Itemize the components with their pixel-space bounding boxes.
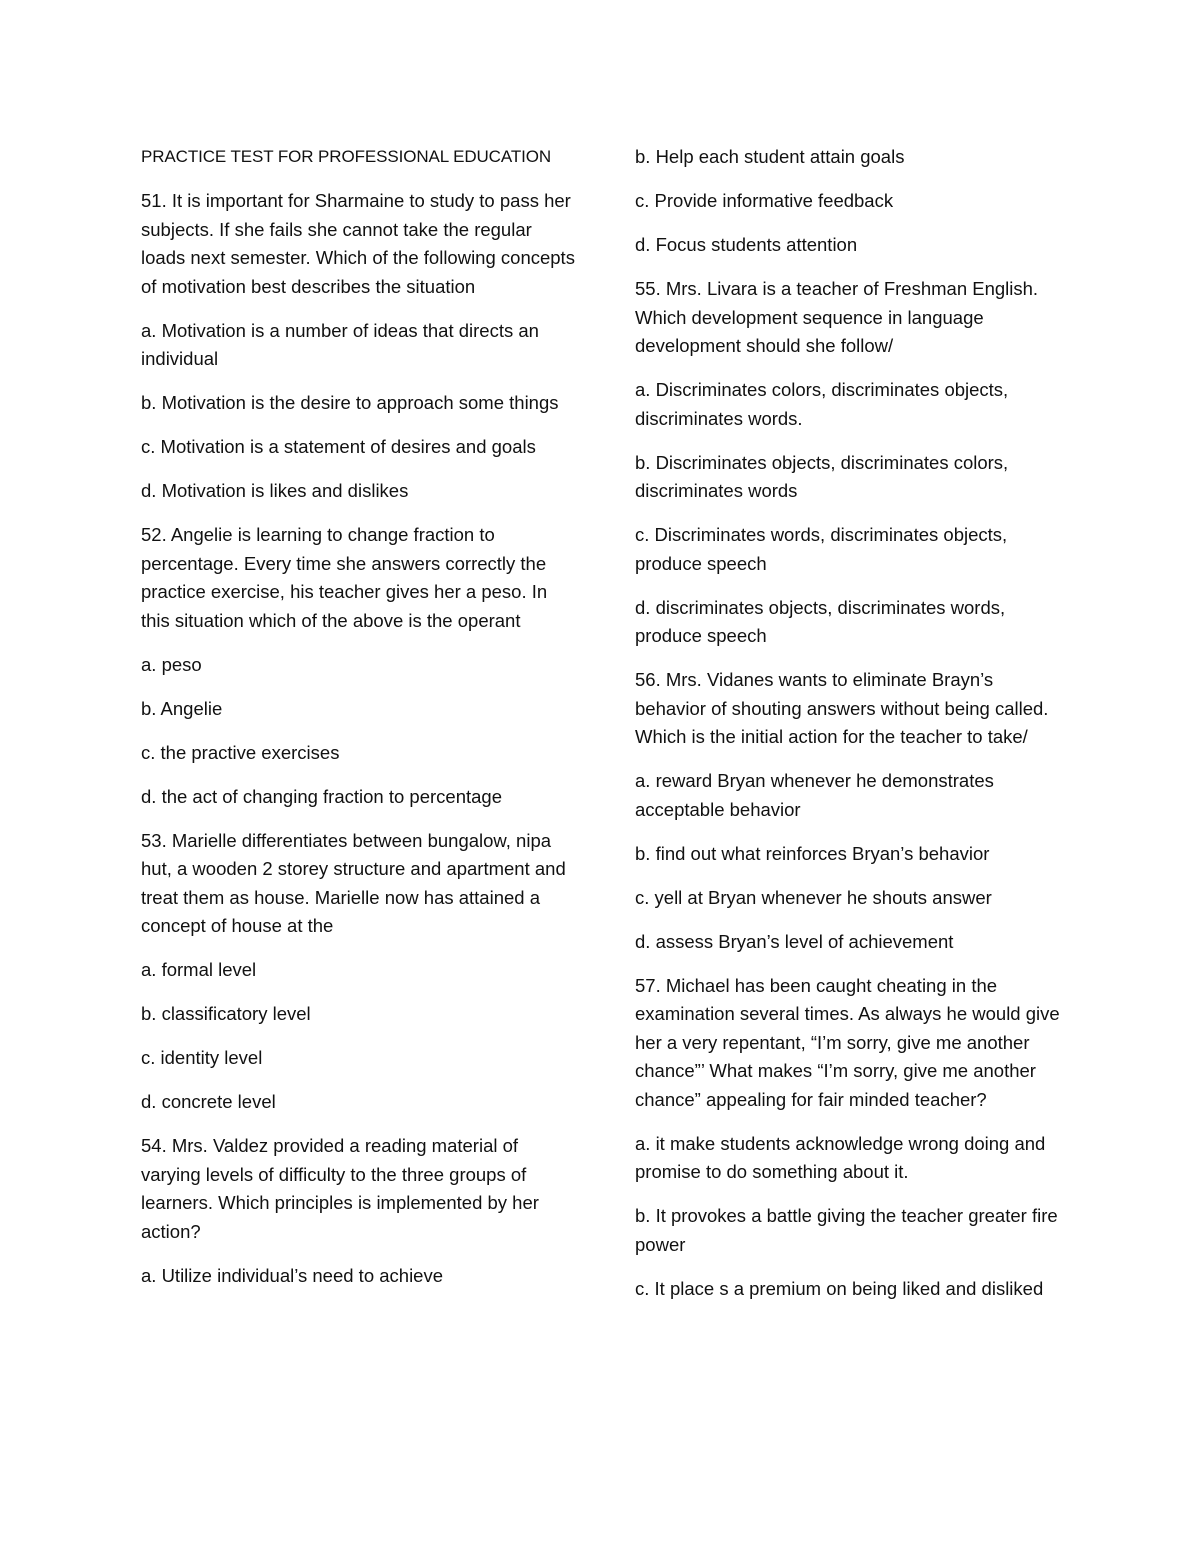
- question-55: 55. Mrs. Livara is a teacher of Freshman English. Which development sequence in language development should she follow/: [635, 278, 1039, 356]
- answer-option: a. Utilize individual’s need to achieve: [141, 1264, 444, 1286]
- answer-option: b. Angelie: [141, 697, 223, 719]
- answer-option: b. find out what reinforces Bryan’s behavior: [635, 842, 990, 864]
- question-56: 56. Mrs. Vidanes wants to eliminate Brayn’s behavior of shouting answers without being called. Which is the initial action for the teacher to take/: [635, 669, 1049, 747]
- answer-option: b. classificatory level: [141, 1003, 311, 1024]
- right-column: [635, 143, 1067, 1319]
- answer-option: c. the practive exercises: [141, 741, 340, 763]
- answer-option: a. peso: [141, 653, 202, 675]
- answer-option: b. Discriminates objects, discriminates colors, discriminates words: [635, 451, 1009, 501]
- question-52: 52. Angelie is learning to change fraction to percentage. Every time she answers correctly the practice exercise, his teacher gives her a peso. In this situation which of the above is the operant: [141, 524, 548, 631]
- answer-option: a. it make students acknowledge wrong doing and promise to do something about it.: [635, 1132, 1046, 1182]
- left-column: [141, 143, 576, 1306]
- answer-option: d. assess Bryan’s level of achievement: [635, 930, 954, 952]
- answer-option: d. the act of changing fraction to percentage: [141, 785, 502, 807]
- answer-option: d. Motivation is likes and dislikes: [141, 480, 409, 501]
- answer-option: c. Motivation is a statement of desires and goals: [141, 436, 536, 457]
- answer-option: a. Discriminates colors, discriminates objects, discriminates words.: [635, 379, 1009, 429]
- answer-option: a. formal level: [141, 959, 257, 980]
- answer-option: c. Provide informative feedback: [635, 190, 894, 211]
- question-57: 57. Michael has been caught cheating in the examination several times. As always he would give her a very repentant, “I’m sorry, give me another chance”’ What makes “I’m sorry, give me another chance” appealing for fair minded teacher?: [635, 974, 1060, 1110]
- answer-option: c. yell at Bryan whenever he shouts answer: [635, 886, 992, 908]
- answer-option: d. discriminates objects, discriminates words, produce speech: [635, 596, 1006, 646]
- answer-option: c. identity level: [141, 1047, 263, 1068]
- answer-option: b. It provokes a battle giving the teacher greater fire power: [635, 1205, 1058, 1255]
- question-53: 53. Marielle differentiates between bungalow, nipa hut, a wooden 2 storey structure and apartment and treat them as house. Marielle now has attained a concept of house at the: [141, 829, 566, 936]
- answer-option: d. concrete level: [141, 1091, 276, 1112]
- answer-option: a. reward Bryan whenever he demonstrates acceptable behavior: [635, 770, 994, 820]
- answer-option: d. Focus students attention: [635, 234, 858, 255]
- answer-option: a. Motivation is a number of ideas that directs an individual: [141, 319, 539, 369]
- answer-option: b. Help each student attain goals: [635, 146, 905, 167]
- question-54: 54. Mrs. Valdez provided a reading material of varying levels of difficulty to the three groups of learners. Which principles is implemented by her action?: [141, 1135, 539, 1242]
- answer-option: c. Discriminates words, discriminates objects, produce speech: [635, 524, 1008, 574]
- answer-option: b. Motivation is the desire to approach some things: [141, 392, 559, 413]
- document-title: PRACTICE TEST FOR PROFESSIONAL EDUCATION: [141, 147, 552, 166]
- answer-option: c. It place s a premium on being liked and disliked: [635, 1277, 1044, 1299]
- question-51: 51. It is important for Sharmaine to study to pass her subjects. If she fails she cannot take the regular loads next semester. Which of the following concepts of motivation best describes the situation: [141, 190, 575, 297]
